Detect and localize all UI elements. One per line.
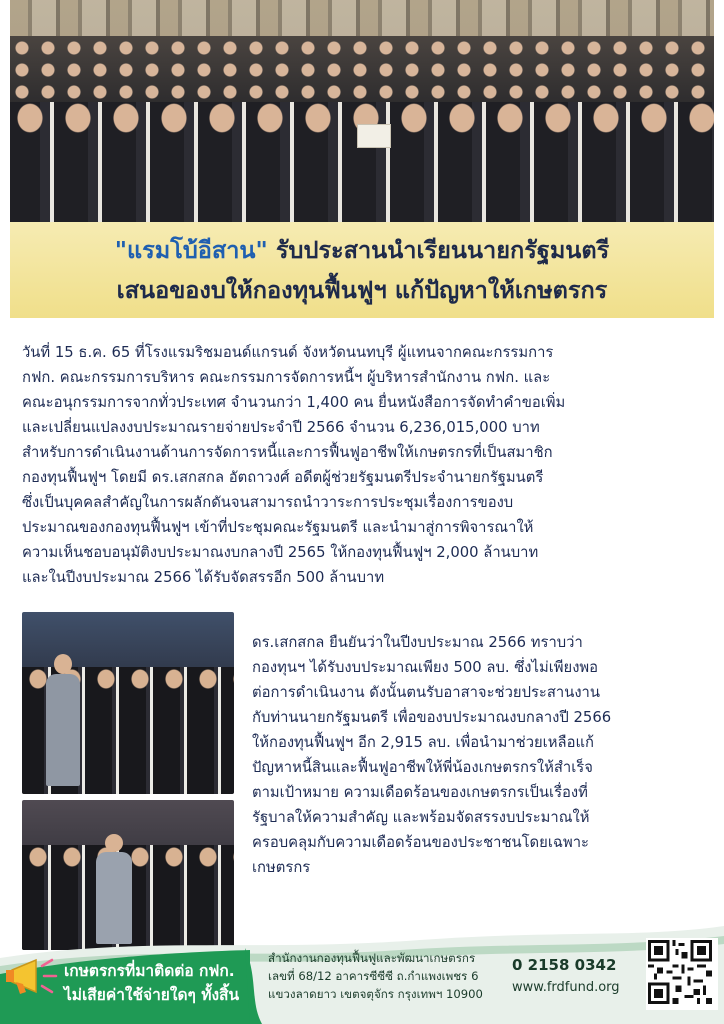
paragraph-1-line: ซึ่งเป็นบุคคลสำคัญในการผลักดันจนสามารถนำวาระการประชุมเรื่องการของบ: [22, 494, 514, 511]
headline-line-1: [10, 232, 714, 269]
paragraph-1-line: คณะอนุกรรมการจากทั่วประเทศ จำนวนกว่า 1,400 คน ยื่นหนังสือการจัดทำคำขอเพิ่ม: [22, 394, 566, 411]
footer-address-line-2: เลขที่ 68/12 อาคารซีซีซี ถ.กำแพงเพชร 6: [268, 969, 479, 983]
paragraph-1-line: และเปลี่ยนแปลงงบประมาณรายจ่ายประจำปี 2566 จำนวน 6,236,015,000 บาท: [22, 419, 540, 436]
article-paragraph-1: [22, 340, 712, 610]
hero-held-document: [357, 124, 391, 148]
paragraph-2-line: ปัญหาหนี้สินและฟื้นฟูอาชีพให้พี่น้องเกษตรกรให้สำเร็จ: [252, 759, 593, 776]
paragraph-2-line: ครอบคลุมกับความเดือดร้อนของประชาชนโดยเฉพาะ: [252, 834, 589, 851]
footer-slogan-line-1: เกษตรกรที่มาติดต่อ กฟก.: [64, 962, 235, 980]
paragraph-2-line: กับท่านนายกรัฐมนตรี เพื่อของบประมาณงบกลางปี 2566: [252, 709, 612, 726]
paragraph-1-line: กองทุนฟื้นฟูฯ โดยมี ดร.เสกสกล อัตถาวงศ์ อดีตผู้ช่วยรัฐมนตรีประจำนายกรัฐมนตรี: [22, 469, 544, 486]
paragraph-1-line: วันที่ 15 ธ.ค. 65 ที่โรงแรมริชมอนด์แกรนด์ จังหวัดนนทบุรี ผู้แทนจากคณะกรรมการ: [22, 344, 554, 361]
hero-group-photo: [10, 0, 714, 222]
headline-line-2: เสนอของบให้กองทุนฟื้นฟูฯ แก้ปัญหาให้เกษตรกร: [116, 276, 608, 304]
hero-ceiling: [10, 0, 714, 40]
footer-address-line-3: แขวงลาดยาว เขตจตุจักร กรุงเทพฯ 10900: [268, 987, 483, 1001]
megaphone-icon: [2, 948, 66, 1004]
footer-address-line-1: สำนักงานกองทุนฟื้นฟูและพัฒนาเกษตรกร: [268, 951, 476, 965]
headline-band: [10, 222, 714, 318]
paragraph-2-line: ต่อการดำเนินงาน ดังนั้นตนรับอาสาจะช่วยประสานงาน: [252, 684, 600, 701]
paragraph-1-line: สำหรับการดำเนินงานด้านการจัดการหนี้และการฟื้นฟูอาชีพให้เกษตรกรที่เป็นสมาชิก: [22, 444, 553, 461]
paragraph-2-line: ตามเป้าหมาย ความเดือดร้อนของเกษตรกรเป็นเรื่องที่: [252, 784, 588, 801]
article-paragraph-2: [252, 630, 714, 890]
paragraph-1-line: และในปีงบประมาณ 2566 ได้รับจัดสรรอีก 500 ล้านบาท: [22, 569, 385, 586]
photo-speaker: [46, 674, 80, 786]
paragraph-2-line: เกษตรกร: [252, 859, 311, 876]
paragraph-1-line: ความเห็นชอบอนุมัติงบประมาณงบกลางปี 2565 ให้กองทุนฟื้นฟูฯ 2,000 ล้านบาท: [22, 544, 539, 561]
footer-website-link[interactable]: www.frdfund.org: [512, 980, 620, 995]
hero-front-row: [10, 102, 714, 222]
paragraph-2-line: ให้กองทุนฟื้นฟูฯ อีก 2,915 ลบ. เพื่อนำมาช่วยเหลือแก้: [252, 734, 594, 751]
footer-phone[interactable]: 0 2158 0342: [512, 956, 617, 974]
paragraph-2-line: กองทุนฯ ได้รับงบประมาณเพียง 500 ลบ. ซึ่งไม่เพียงพอ: [252, 659, 599, 676]
qr-code-icon[interactable]: [646, 938, 718, 1010]
event-photo-stage: [22, 612, 234, 794]
footer-slogan-line-2: ไม่เสียค่าใช้จ่ายใดๆ ทั้งสิ้น: [64, 986, 240, 1004]
headline-line-1-rest: รับประสานนำเรียนนายกรัฐมนตรี: [267, 236, 610, 264]
paragraph-2-line: ดร.เสกสกล ยืนยันว่าในปีงบประมาณ 2566 ทราบว่า: [252, 634, 583, 651]
paragraph-1-line: ประมาณของกองทุนฟื้นฟูฯ เข้าที่ประชุมคณะรัฐมนตรี และนำมาสู่การพิจารณาให้: [22, 519, 534, 536]
headline-quote: "แรมโบ้อีสาน": [114, 236, 268, 264]
paragraph-2-line: รัฐบาลให้ความสำคัญ และพร้อมจัดสรรงบประมาณให้: [252, 809, 590, 826]
paragraph-1-line: กฟก. คณะกรรมการบริหาร คณะกรรมการจัดการหนี้ฯ ผู้บริหารสำนักงาน กฟก. และ: [22, 369, 551, 386]
